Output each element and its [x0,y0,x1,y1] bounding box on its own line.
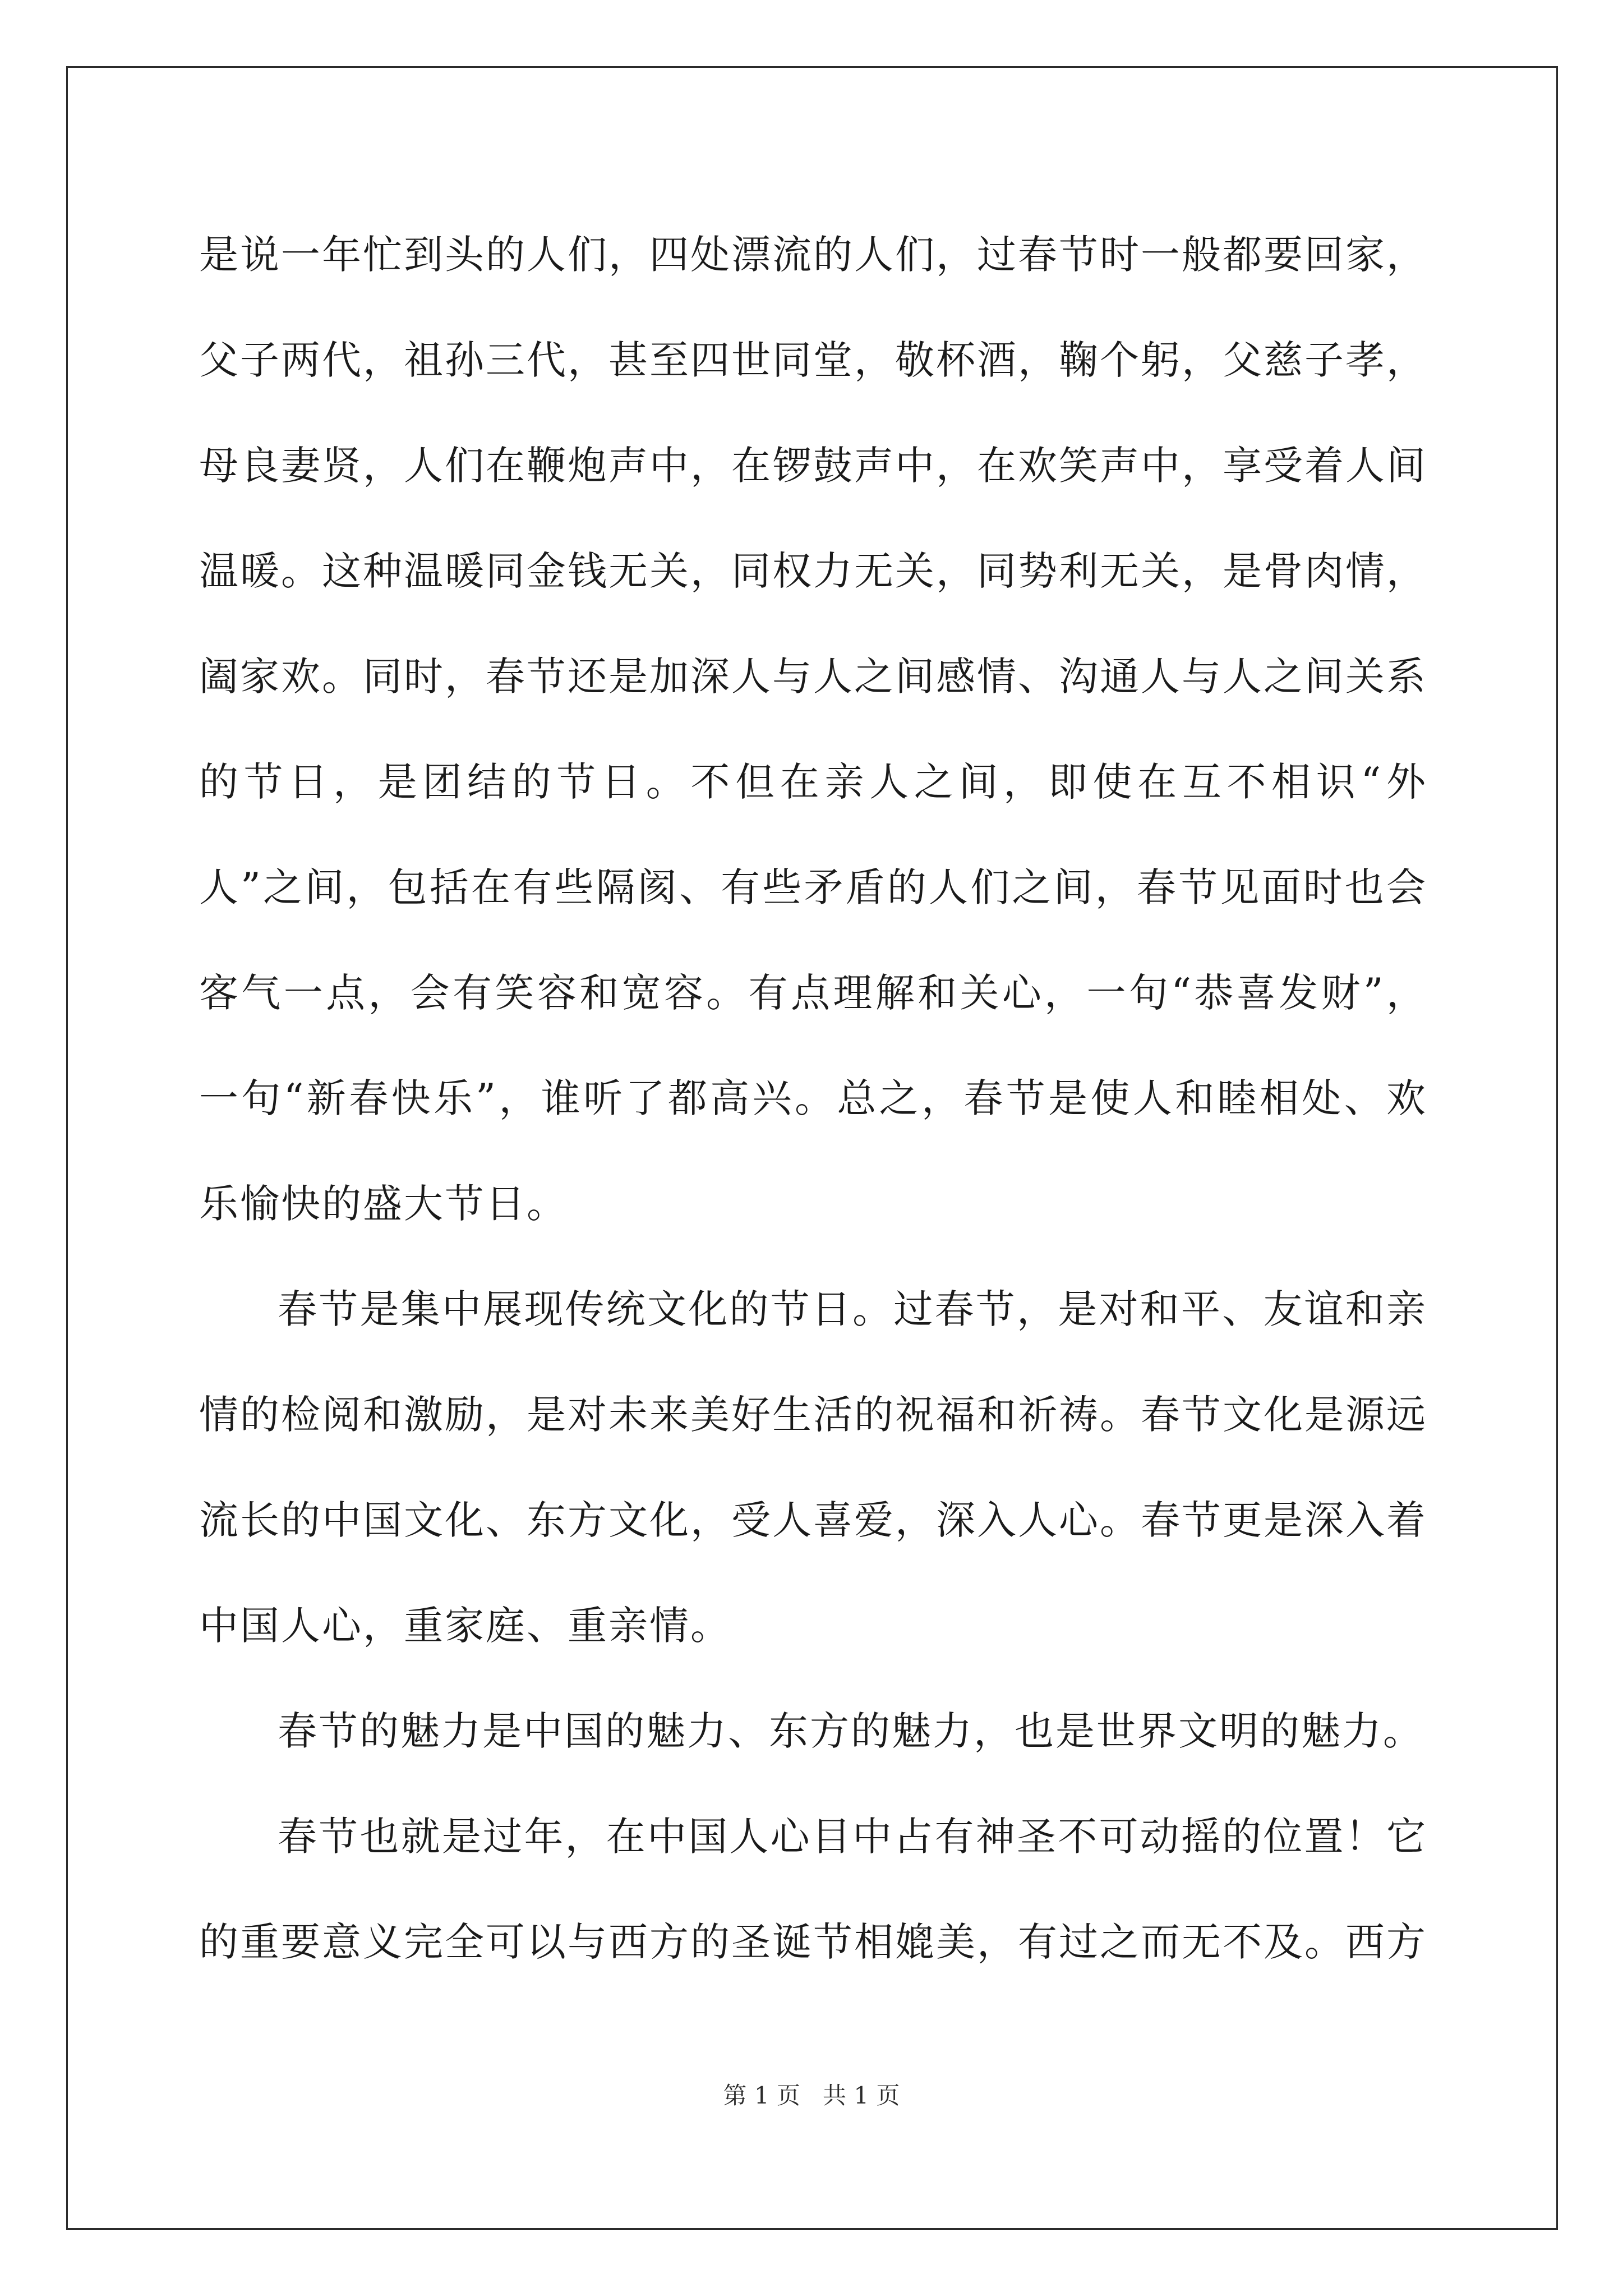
paragraph-2: 春节是集中展现传统文化的节日。过春节，是对和平、友谊和亲情的检阅和激励，是对未来美好生活的祝福和祈祷。春节文化是源远流长的中国文化、东方文化，受人喜爱，深入人心。春节更是深入着中国人心，重家庭、重亲情。 [199,1286,1427,1649]
page-number-footer: 第 1 页 共 1 页 [723,2082,900,2109]
paragraph-1: 是说一年忙到头的人们，四处漂流的人们，过春节时一般都要回家，父子两代，祖孙三代，甚至四世同堂，敬杯酒，鞠个躬，父慈子孝，母良妻贤，人们在鞭炮声中，在锣鼓声中，在欢笑声中，享受着人间温暖。这种温暖同金钱无关，同权力无关，同势利无关，是骨肉情，阖家欢。同时，春节还是加深人与人之间感情、沟通人与人之间关系的节日，是团结的节日。不但在亲人之间，即使在互不相识“外人”之间，包括在有些隔阂、有些矛盾的人们之间，春节见面时也会客气一点，会有笑容和宽容。有点理解和关心，一句“恭喜发财”，一句“新春快乐”，谁听了都高兴。总之，春节是使人和睦相处、欢乐愉快的盛大节日。 [199,232,1427,1227]
paragraph-4: 春节也就是过年，在中国人心目中占有神圣不可动摇的位置！它的重要意义完全可以与西方的圣诞节相媲美，有过之而无不及。西方 [199,1814,1427,1965]
paragraph-3: 春节的魅力是中国的魅力、东方的魅力，也是世界文明的魅力。 [278,1708,1424,1754]
document-body [199,202,1427,1995]
